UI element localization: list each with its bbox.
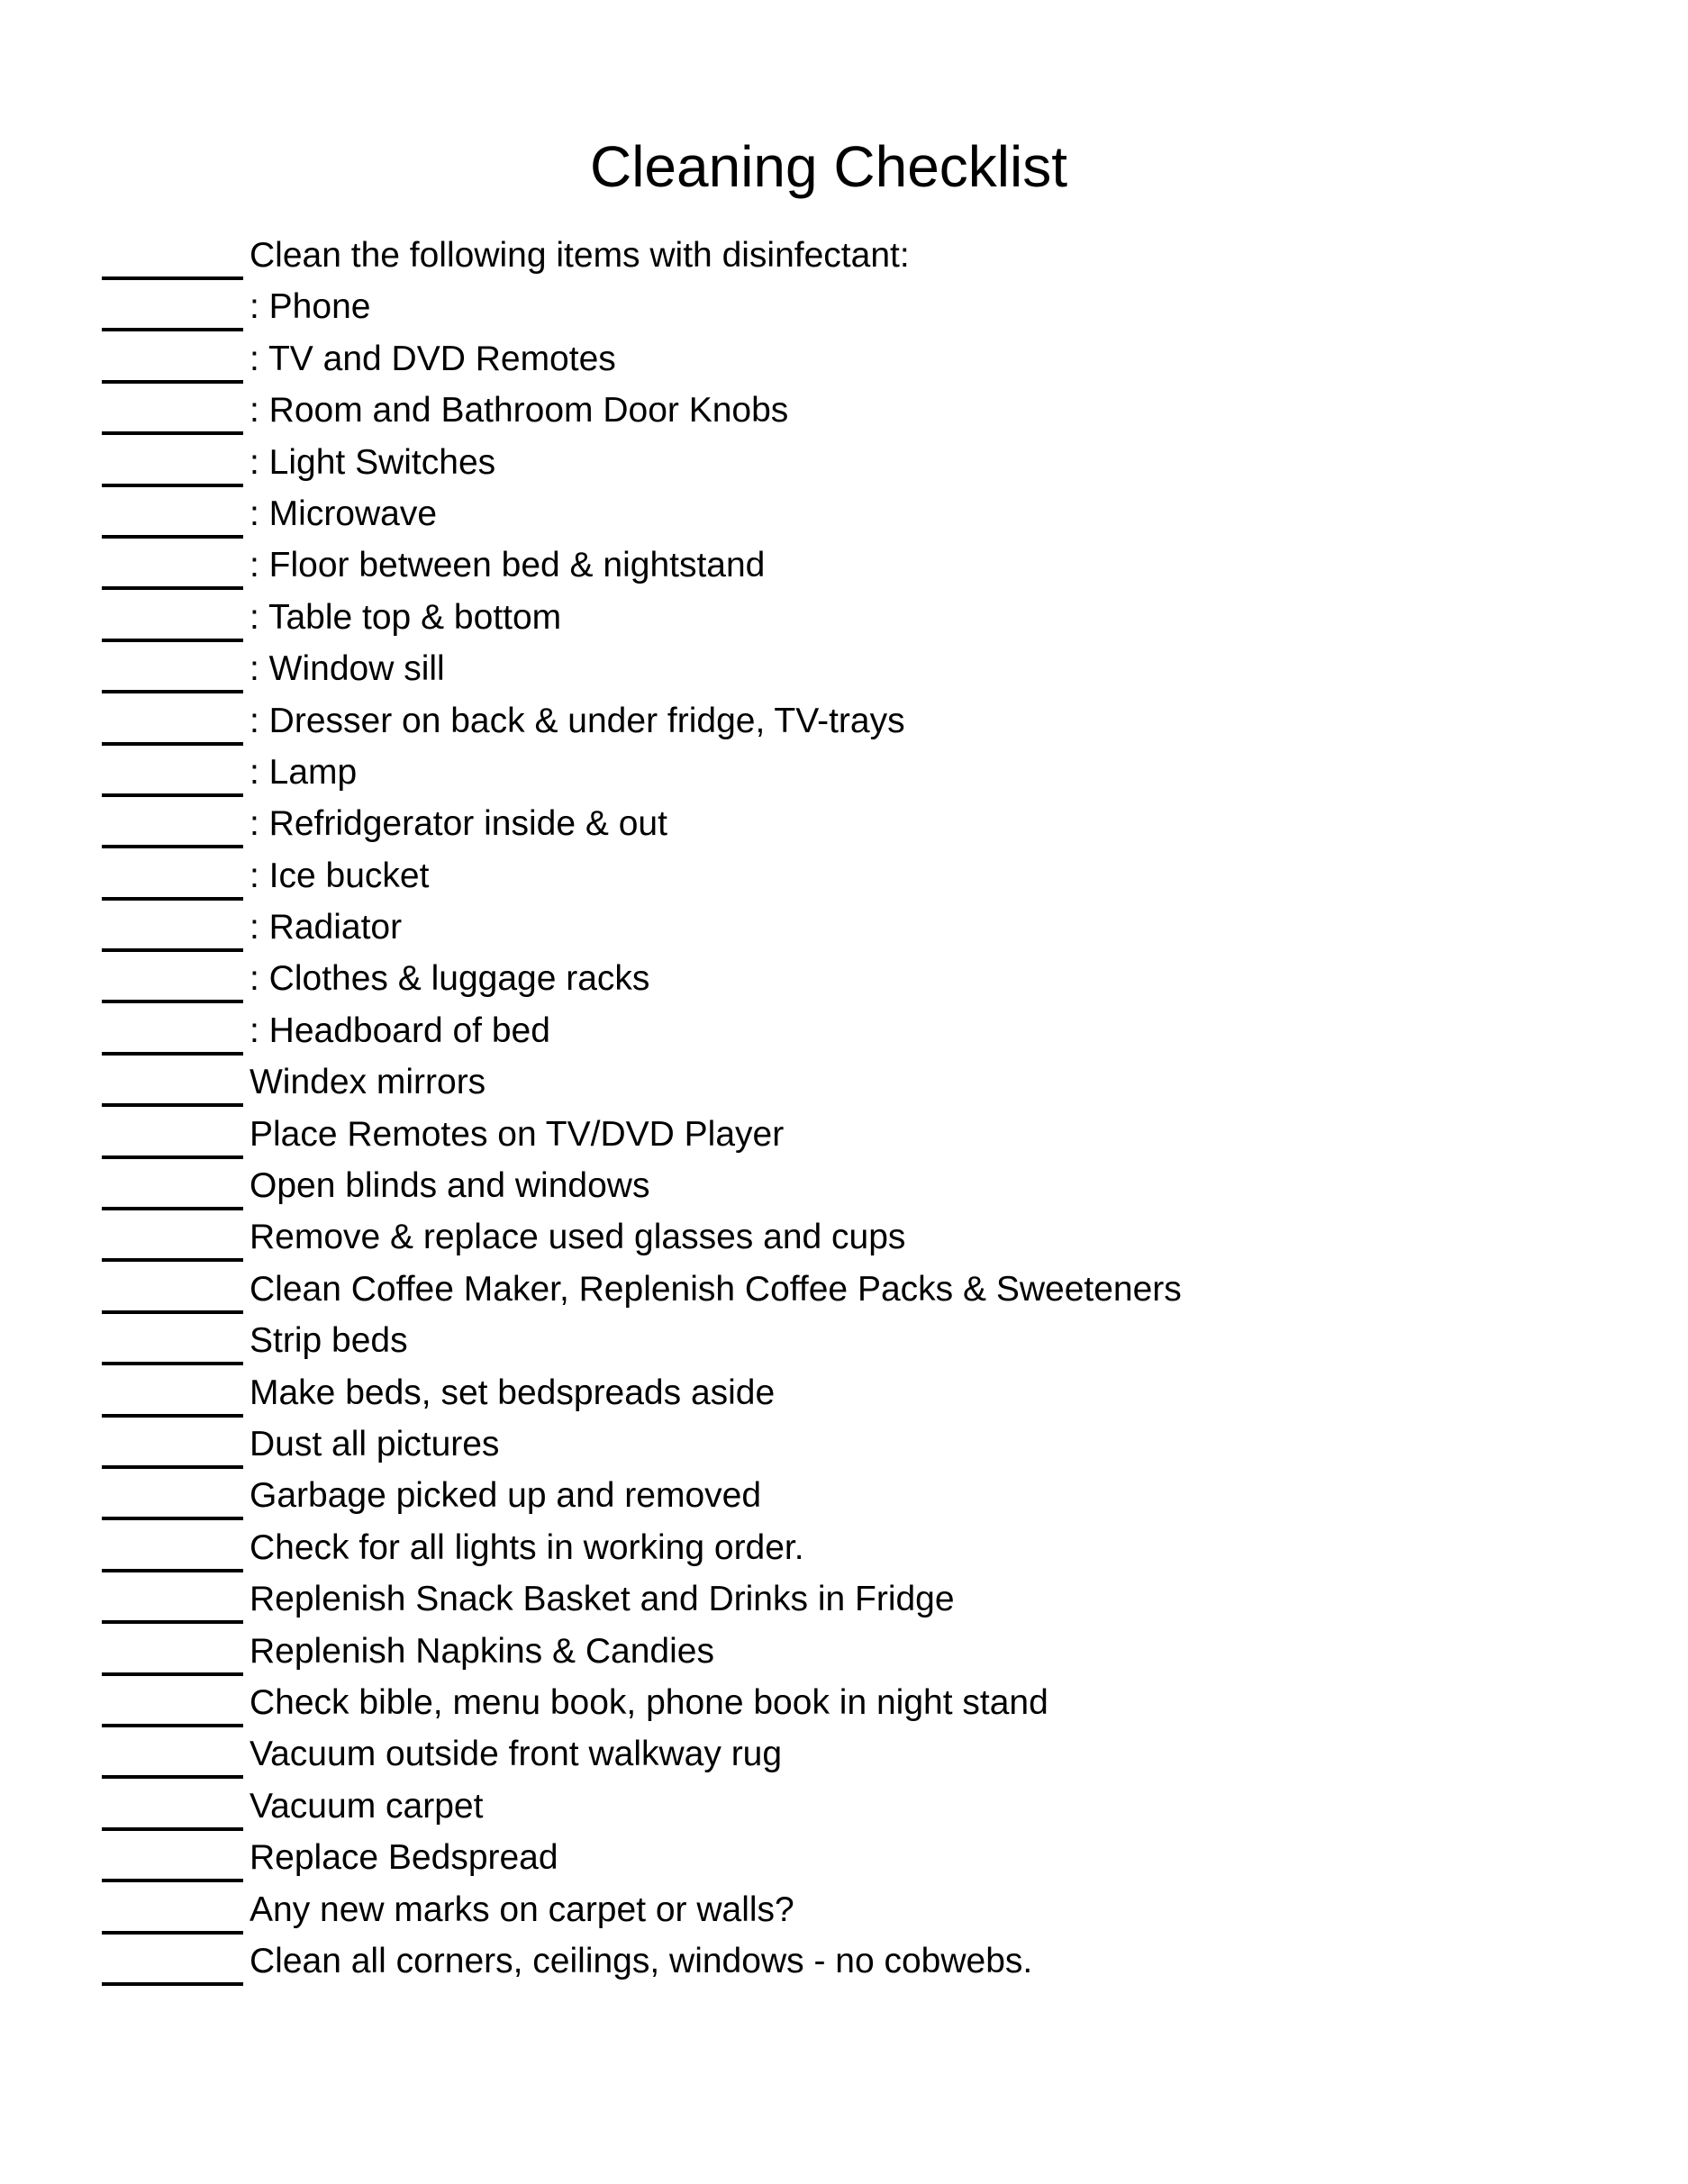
checkoff-blank-line[interactable] [102,1724,243,1727]
checklist-item [0,539,1688,591]
checklist-item [0,1470,1688,1521]
checklist-item-label: Remove & replace used glasses and cups [250,1218,906,1257]
checkoff-blank-line[interactable] [102,1517,243,1520]
checkoff-blank-line[interactable] [102,1103,243,1107]
checkoff-blank-line[interactable] [102,948,243,952]
checkoff-blank-line[interactable] [102,586,243,590]
checklist-item-label: Dust all pictures [250,1424,500,1464]
checklist-item [0,1160,1688,1211]
checklist-item [0,1522,1688,1573]
checkoff-blank-line[interactable] [102,431,243,435]
checklist-item [0,333,1688,385]
checkoff-blank-line[interactable] [102,1310,243,1314]
checkoff-blank-line[interactable] [102,1155,243,1159]
checklist-item [0,1056,1688,1108]
checklist-item [0,695,1688,747]
checkoff-blank-line[interactable] [102,1465,243,1469]
checkoff-blank-line[interactable] [102,276,243,280]
checklist-item-label: : Radiator [250,908,403,947]
checklist-item [0,747,1688,798]
checklist-item-label: : Dresser on back & under fridge, TV-trays [250,701,905,740]
checkoff-blank-line[interactable] [102,1207,243,1210]
checklist-item [0,1109,1688,1160]
checklist-item-label: Clean all corners, ceilings, windows - no cobwebs. [250,1941,1033,1980]
checklist-item [0,230,1688,281]
checklist-item [0,1418,1688,1470]
checklist-item [0,592,1688,643]
checklist-item-label: Garbage picked up and removed [250,1476,762,1516]
checklist-item-label: : Window sill [250,649,445,689]
checkoff-blank-line[interactable] [102,1672,243,1676]
checklist-item [0,1211,1688,1263]
checklist-item-label: Make beds, set bedspreads aside [250,1373,776,1412]
checklist-item-label: Vacuum outside front walkway rug [250,1735,783,1774]
checklist-item-label: : Light Switches [250,442,496,482]
checkoff-blank-line[interactable] [102,1258,243,1262]
checkoff-blank-line[interactable] [102,484,243,487]
checklist-item-label: : Lamp [250,752,358,792]
checklist-item-label: : Phone [250,287,371,327]
checkoff-blank-line[interactable] [102,1414,243,1418]
checkoff-blank-line[interactable] [102,1879,243,1882]
checklist-item-label: : Headboard of bed [250,1010,550,1050]
checklist-item [0,437,1688,488]
checkoff-blank-line[interactable] [102,1620,243,1624]
checklist-item-label: : Floor between bed & nightstand [250,546,766,585]
checklist-item-label: : Microwave [250,494,438,533]
checklist-item [0,385,1688,436]
checklist [0,230,1688,1987]
checkoff-blank-line[interactable] [102,1569,243,1572]
checkoff-blank-line[interactable] [102,793,243,797]
checklist-item-label: : Ice bucket [250,856,430,895]
checklist-item [0,902,1688,953]
checkoff-blank-line[interactable] [102,639,243,642]
checklist-item-label: Clean Coffee Maker, Replenish Coffee Packs & Sweeteners [250,1269,1182,1309]
checkoff-blank-line[interactable] [102,535,243,539]
checklist-item [0,1005,1688,1056]
checkoff-blank-line[interactable] [102,328,243,331]
checklist-item [0,281,1688,332]
checkoff-blank-line[interactable] [102,1052,243,1056]
checklist-item [0,1728,1688,1780]
checklist-item-label: Open blinds and windows [250,1166,650,1206]
checklist-item-label: Check for all lights in working order. [250,1527,804,1567]
checkoff-blank-line[interactable] [102,1982,243,1986]
checklist-item-label: Replace Bedspread [250,1838,558,1878]
page-title: Cleaning Checklist [589,134,1068,199]
checkoff-blank-line[interactable] [102,1827,243,1831]
checkoff-blank-line[interactable] [102,1362,243,1365]
checklist-item [0,1832,1688,1883]
checklist-item [0,798,1688,849]
checklist-item [0,1573,1688,1625]
checklist-item-label: : TV and DVD Remotes [250,339,616,378]
checklist-item-label: Check bible, menu book, phone book in night stand [250,1682,1048,1722]
checkoff-blank-line[interactable] [102,1775,243,1779]
checklist-item-label: Place Remotes on TV/DVD Player [250,1114,785,1154]
checklist-item-label: Windex mirrors [250,1063,486,1102]
checklist-item [0,1935,1688,1987]
checkoff-blank-line[interactable] [102,1931,243,1935]
checklist-item-label: Replenish Snack Basket and Drinks in Fridge [250,1580,955,1619]
checklist-item-label: : Table top & bottom [250,597,562,637]
checkoff-blank-line[interactable] [102,845,243,848]
checklist-item [0,953,1688,1004]
checkoff-blank-line[interactable] [102,1000,243,1003]
checklist-item-label: Vacuum carpet [250,1786,484,1826]
checklist-item-label: : Room and Bathroom Door Knobs [250,391,789,430]
checklist-item [0,1264,1688,1315]
checklist-item-label: Strip beds [250,1321,408,1361]
checklist-item-label: : Clothes & luggage racks [250,959,650,999]
checkoff-blank-line[interactable] [102,380,243,384]
checklist-item [0,1781,1688,1832]
checklist-item [0,1367,1688,1418]
checklist-item [0,643,1688,694]
checkoff-blank-line[interactable] [102,897,243,901]
checkoff-blank-line[interactable] [102,690,243,693]
checklist-item [0,1626,1688,1677]
checklist-item [0,850,1688,902]
checklist-item-label: Clean the following items with disinfectant: [250,236,910,275]
checklist-item [0,1315,1688,1366]
checkoff-blank-line[interactable] [102,742,243,746]
checklist-item [0,1677,1688,1728]
checklist-item-label: Any new marks on carpet or walls? [250,1889,794,1929]
checklist-item [0,488,1688,539]
checklist-item-label: : Refridgerator inside & out [250,804,667,844]
checklist-item [0,1884,1688,1935]
checklist-item-label: Replenish Napkins & Candies [250,1631,714,1671]
